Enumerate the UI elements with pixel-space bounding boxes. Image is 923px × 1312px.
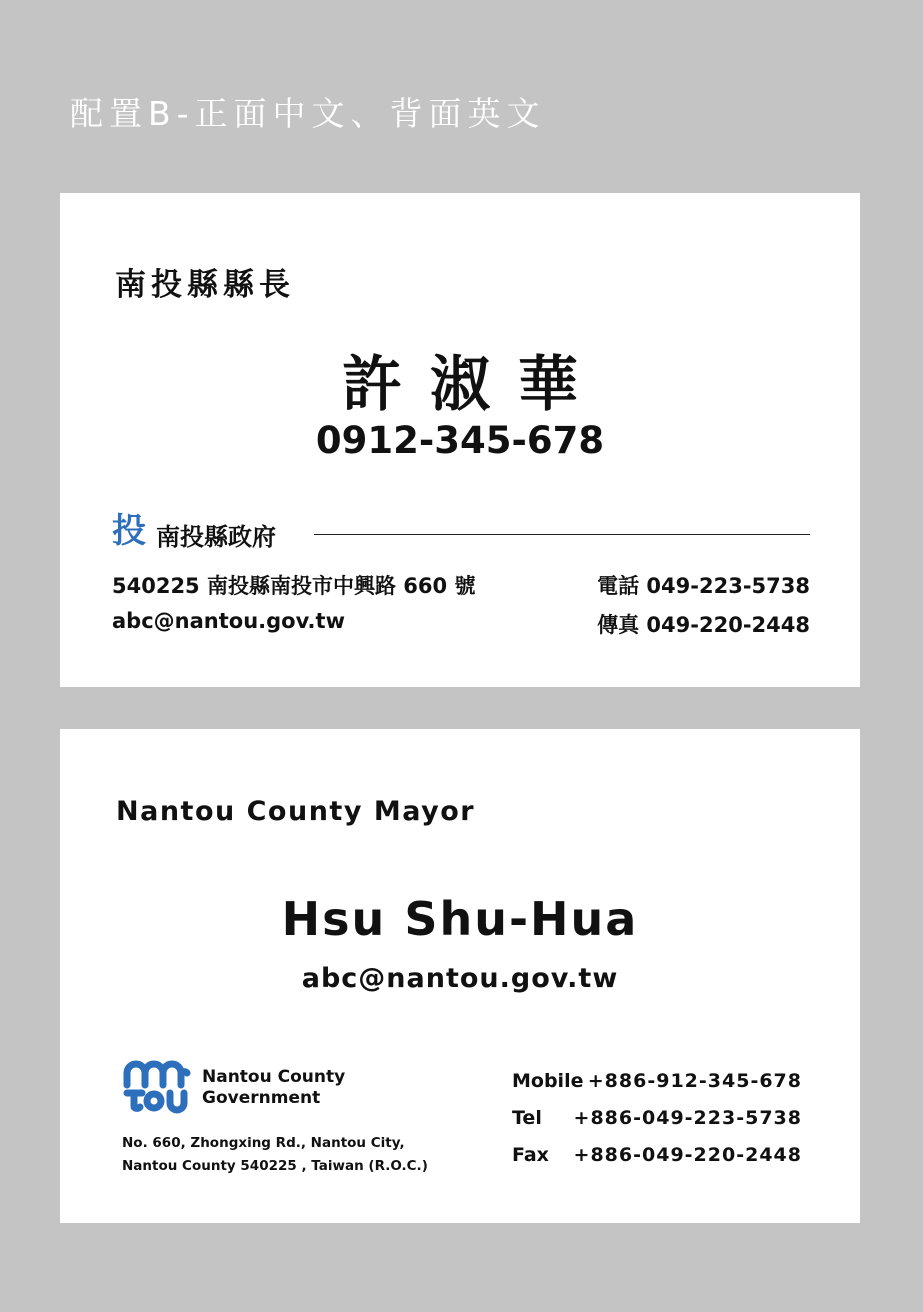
job-title-en: Nantou County Mayor [116, 796, 476, 827]
contact-label: Fax [512, 1144, 549, 1166]
phone: 電話 049-223-5738 [597, 574, 810, 598]
person-name-en: Hsu Shu-Hua [281, 892, 639, 946]
mobile-number: 0912-345-678 [315, 419, 605, 462]
logo-text [202, 1067, 345, 1109]
address-en [122, 1132, 428, 1178]
contact-label: Mobile [512, 1070, 584, 1092]
address-line: Nantou County 540225 , Taiwan (R.O.C.) [122, 1158, 428, 1174]
contact-list [512, 1070, 802, 1181]
divider [314, 534, 810, 535]
nantou-government-logo-icon [122, 1059, 192, 1115]
logo-text-line: Government [202, 1088, 321, 1108]
job-title: 南投縣縣長 [115, 267, 295, 303]
contact-row-fax [512, 1144, 802, 1181]
contact-value: +886-912-345-678 [587, 1070, 802, 1092]
person-name: 許淑華 [342, 350, 606, 420]
nantou-logo-icon: 投 [112, 511, 146, 551]
contact-value: +886-049-220-2448 [573, 1144, 802, 1166]
address-line: No. 660, Zhongxing Rd., Nantou City, [122, 1135, 405, 1151]
contact-value: +886-049-223-5738 [573, 1107, 802, 1129]
contact-row-tel [512, 1107, 802, 1144]
organization-name: 南投縣政府 [156, 523, 276, 551]
business-card-back [60, 729, 860, 1223]
fax: 傳真 049-220-2448 [597, 613, 810, 637]
logo-text-line: Nantou County [202, 1067, 346, 1087]
organization-row [112, 513, 810, 553]
email-en: abc@nantou.gov.tw [301, 963, 619, 994]
business-card-front [60, 193, 860, 687]
email: abc@nantou.gov.tw [112, 609, 345, 633]
contact-label: Tel [512, 1107, 542, 1129]
address: 540225 南投縣南投市中興路 660 號 [112, 574, 476, 598]
contact-row-mobile [512, 1070, 802, 1107]
page-title: 配置B-正面中文、背面英文 [70, 94, 546, 133]
